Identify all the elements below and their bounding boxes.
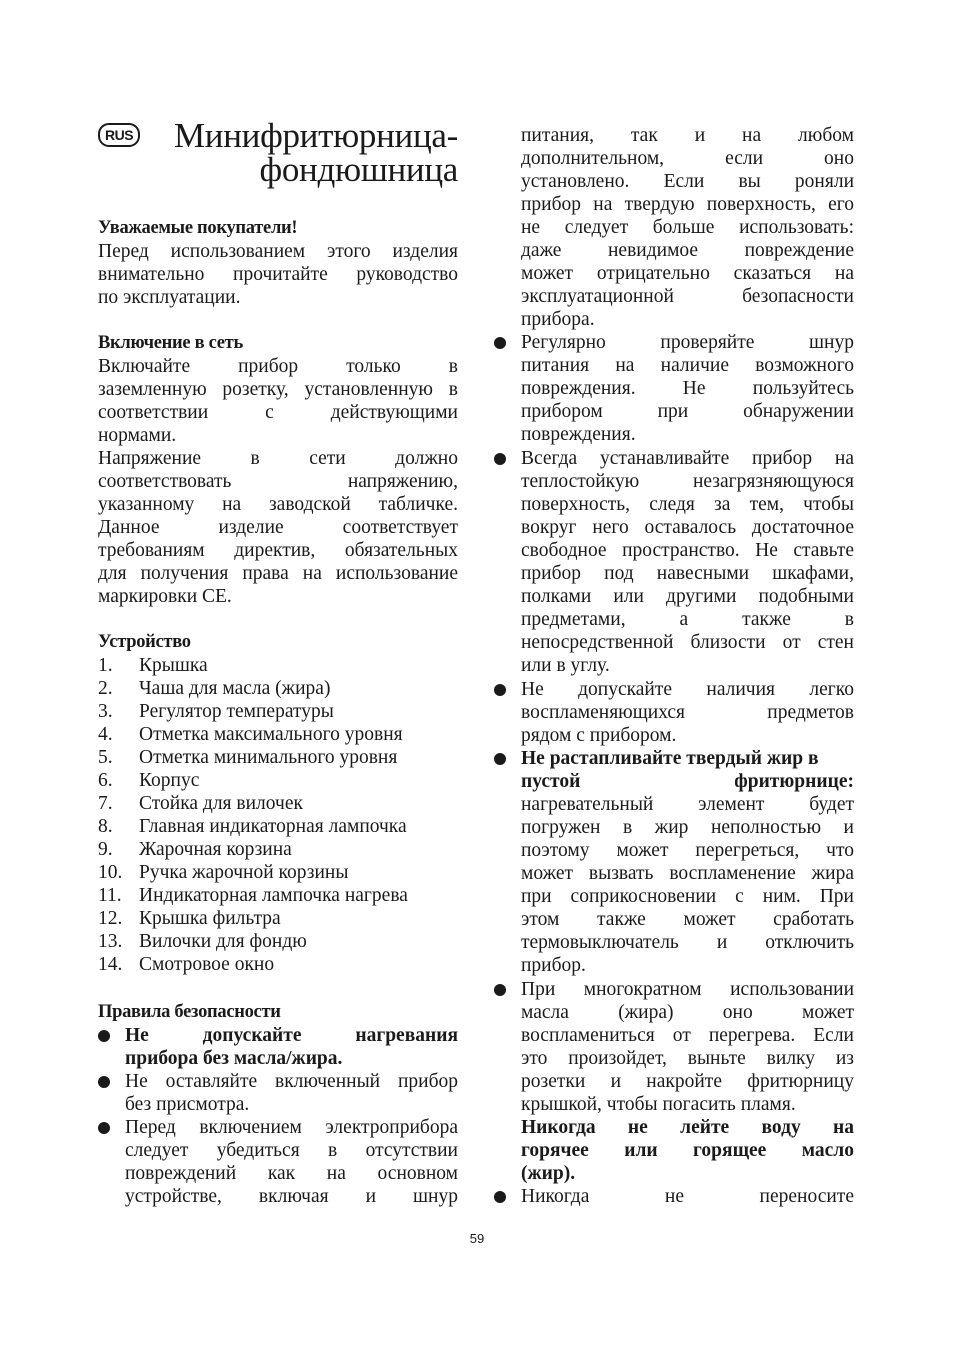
safety-text-line: или в углу.	[521, 655, 610, 676]
list-item	[98, 746, 458, 769]
bullet-icon	[494, 453, 506, 465]
power-text-line: указанному на заводской табличке.	[98, 494, 458, 515]
safety-text-line: прибор.	[521, 955, 586, 976]
list-item-text: Жарочная корзина	[139, 839, 292, 860]
safety-text-line: розетки и накройте фритюрницу	[521, 1071, 854, 1092]
page-number: 59	[469, 1231, 485, 1246]
list-item-number: 5.	[98, 747, 113, 768]
list-item-number: 3.	[98, 701, 113, 722]
safety-text-line: Не допускайте нагревания	[125, 1025, 458, 1046]
safety-text-line: непосредственной близости от стен	[521, 632, 854, 653]
safety-text-line: прибора без масла/жира.	[125, 1048, 343, 1069]
power-text-line: нормами.	[98, 425, 177, 446]
power-text-line: соответствии с действующими	[98, 402, 458, 423]
safety-text-line: это произойдет, выньте вилку из	[521, 1048, 854, 1069]
power-text-line: маркировки СЕ.	[98, 586, 232, 607]
list-item	[98, 907, 458, 930]
intro-text-line: Перед использованием этого изделия	[98, 241, 458, 262]
list-item-number: 11.	[98, 885, 122, 906]
safety-text-line: питания на наличие возможного	[521, 355, 854, 376]
list-item-number: 2.	[98, 678, 113, 699]
safety-heading: Правила безопасности	[98, 1002, 281, 1022]
safety-text-line: установлено. Если вы роняли	[521, 171, 854, 192]
safety-text-line: поэтому может перегреться, что	[521, 840, 854, 861]
list-item-number: 6.	[98, 770, 113, 791]
power-text-line: требованиям директив, обязательных	[98, 540, 458, 561]
safety-text-line: масла (жира) оно может	[521, 1002, 854, 1023]
list-item	[98, 861, 458, 884]
list-item-text: Главная индикаторная лампочка	[139, 816, 407, 837]
list-item	[98, 654, 458, 677]
bullet-icon	[494, 684, 506, 696]
safety-text-line: Регулярно проверяйте шнур	[521, 332, 854, 353]
intro-text-line: по эксплуатации.	[98, 287, 241, 308]
list-item-number: 13.	[98, 931, 123, 952]
power-text-line: Данное изделие соответствует	[98, 517, 458, 538]
safety-text-line: воспламеняющихся предметов	[521, 702, 854, 723]
bullet-icon	[494, 984, 506, 996]
list-item	[98, 792, 458, 815]
power-text-line: Включайте прибор только в	[98, 356, 458, 377]
list-item	[98, 884, 458, 907]
list-item-text: Смотровое окно	[139, 954, 275, 975]
safety-text-line: теплостойкую незагрязняющуюся	[521, 471, 854, 492]
safety-text-line: воспламениться от перегрева. Если	[521, 1025, 854, 1046]
list-item-text: Регулятор температуры	[139, 701, 334, 722]
list-item-number: 4.	[98, 724, 113, 745]
safety-text-line: без присмотра.	[125, 1094, 250, 1115]
safety-text-line: предметами, а также в	[521, 609, 854, 630]
bullet-icon	[98, 1030, 110, 1042]
list-item-number: 9.	[98, 839, 113, 860]
list-item-number: 8.	[98, 816, 113, 837]
safety-text-line: этом также может сработать	[521, 909, 854, 930]
list-item	[98, 700, 458, 723]
list-item-number: 7.	[98, 793, 113, 814]
safety-text-line: При многократном использовании	[521, 979, 854, 1000]
page-title-line-2: фондюшница	[259, 150, 458, 189]
safety-text-line: Перед включением электроприбора	[125, 1117, 458, 1138]
safety-text-line: повреждения. Не пользуйтесь	[521, 378, 854, 399]
safety-text-line: не следует больше использовать:	[521, 217, 854, 238]
intro-text-line: внимательно прочитайте руководство	[98, 264, 458, 285]
list-item-text: Индикаторная лампочка нагрева	[139, 885, 408, 906]
safety-text-line: Никогда не лейте воду на	[521, 1117, 854, 1138]
list-item-text: Отметка максимального уровня	[139, 724, 403, 745]
safety-text-line: полками или другими подобными	[521, 586, 854, 607]
list-item	[98, 723, 458, 746]
safety-text-line: Всегда устанавливайте прибор на	[521, 448, 854, 469]
list-item-text: Крышка фильтра	[139, 908, 281, 929]
list-item	[98, 677, 458, 700]
safety-text-line: прибором при обнаружении	[521, 401, 854, 422]
safety-text-line: Не допускайте наличия легко	[521, 679, 854, 700]
safety-text-line: дополнительном, если оно	[521, 148, 854, 169]
safety-text-line: поверхность, следя за тем, чтобы	[521, 494, 854, 515]
list-item	[98, 953, 458, 976]
safety-text-line: прибор под навесными шкафами,	[521, 563, 854, 584]
list-item-number: 14.	[98, 954, 123, 975]
bullet-icon	[98, 1122, 110, 1134]
safety-text-line: вокруг него оставалось достаточное	[521, 517, 854, 538]
safety-text-line: термовыключатель и отключить	[521, 932, 854, 953]
language-badge: RUS	[98, 123, 140, 147]
list-item-text: Крышка	[139, 655, 208, 676]
list-item-text: Корпус	[139, 770, 200, 791]
safety-text-line: питания, так и на любом	[521, 125, 854, 146]
list-item-text: Ручка жарочной корзины	[139, 862, 349, 883]
safety-text-line: прибор на твердую поверхность, его	[521, 194, 854, 215]
power-heading: Включение в сеть	[98, 333, 243, 353]
safety-text-line: нагревательный элемент будет	[521, 794, 854, 815]
power-text-line: соответствовать напряжению,	[98, 471, 458, 492]
safety-text-line: рядом с прибором.	[521, 725, 677, 746]
safety-text-line: Никогда не переносите	[521, 1186, 854, 1207]
safety-text-line: свободное пространство. Не ставьте	[521, 540, 854, 561]
bullet-icon	[494, 337, 506, 349]
list-item-text: Вилочки для фондю	[139, 931, 307, 952]
list-item-number: 12.	[98, 908, 123, 929]
safety-text-line: (жир).	[521, 1163, 576, 1184]
safety-text-line: следует убедиться в отсутствии	[125, 1140, 458, 1161]
safety-text-line: Не оставляйте включенный прибор	[125, 1071, 458, 1092]
safety-text-line: устройстве, включая и шнур	[125, 1186, 458, 1207]
bullet-icon	[494, 1191, 506, 1203]
list-item-text: Отметка минимального уровня	[139, 747, 398, 768]
safety-text-line: может отрицательно сказаться на	[521, 263, 854, 284]
safety-text-line: может вызвать воспламенение жира	[521, 863, 854, 884]
safety-text-line: даже невидимое повреждение	[521, 240, 854, 261]
page-title-line-1: Минифритюрница-	[173, 116, 458, 155]
safety-text-line: при соприкосновении с ним. При	[521, 886, 854, 907]
list-item	[98, 815, 458, 838]
list-item	[98, 838, 458, 861]
safety-text-line: прибора.	[521, 309, 595, 330]
safety-text-line: Не растапливайте твердый жир в	[521, 748, 819, 769]
device-heading: Устройство	[98, 632, 191, 652]
power-text-line: заземленную розетку, установленную в	[98, 379, 458, 400]
list-item-number: 1.	[98, 655, 113, 676]
list-item-number: 10.	[98, 862, 123, 883]
intro-heading: Уважаемые покупатели!	[98, 218, 298, 238]
safety-text-line: повреждения.	[521, 424, 636, 445]
safety-text-line: повреждений как на основном	[125, 1163, 458, 1184]
safety-text-line: крышкой, чтобы погасить пламя.	[521, 1094, 796, 1115]
list-item-text: Чаша для масла (жира)	[139, 678, 331, 699]
list-item	[98, 769, 458, 792]
bullet-icon	[494, 753, 506, 765]
list-item-text: Стойка для вилочек	[139, 793, 303, 814]
safety-text-line: горячее или горящее масло	[521, 1140, 854, 1161]
power-text-line: Напряжение в сети должно	[98, 448, 458, 469]
list-item	[98, 930, 458, 953]
power-text-line: для получения права на использование	[98, 563, 458, 584]
safety-text-line: эксплуатационной безопасности	[521, 286, 854, 307]
safety-text-line: пустой фритюрнице:	[521, 771, 854, 792]
bullet-icon	[98, 1076, 110, 1088]
safety-text-line: погружен в жир неполностью и	[521, 817, 854, 838]
